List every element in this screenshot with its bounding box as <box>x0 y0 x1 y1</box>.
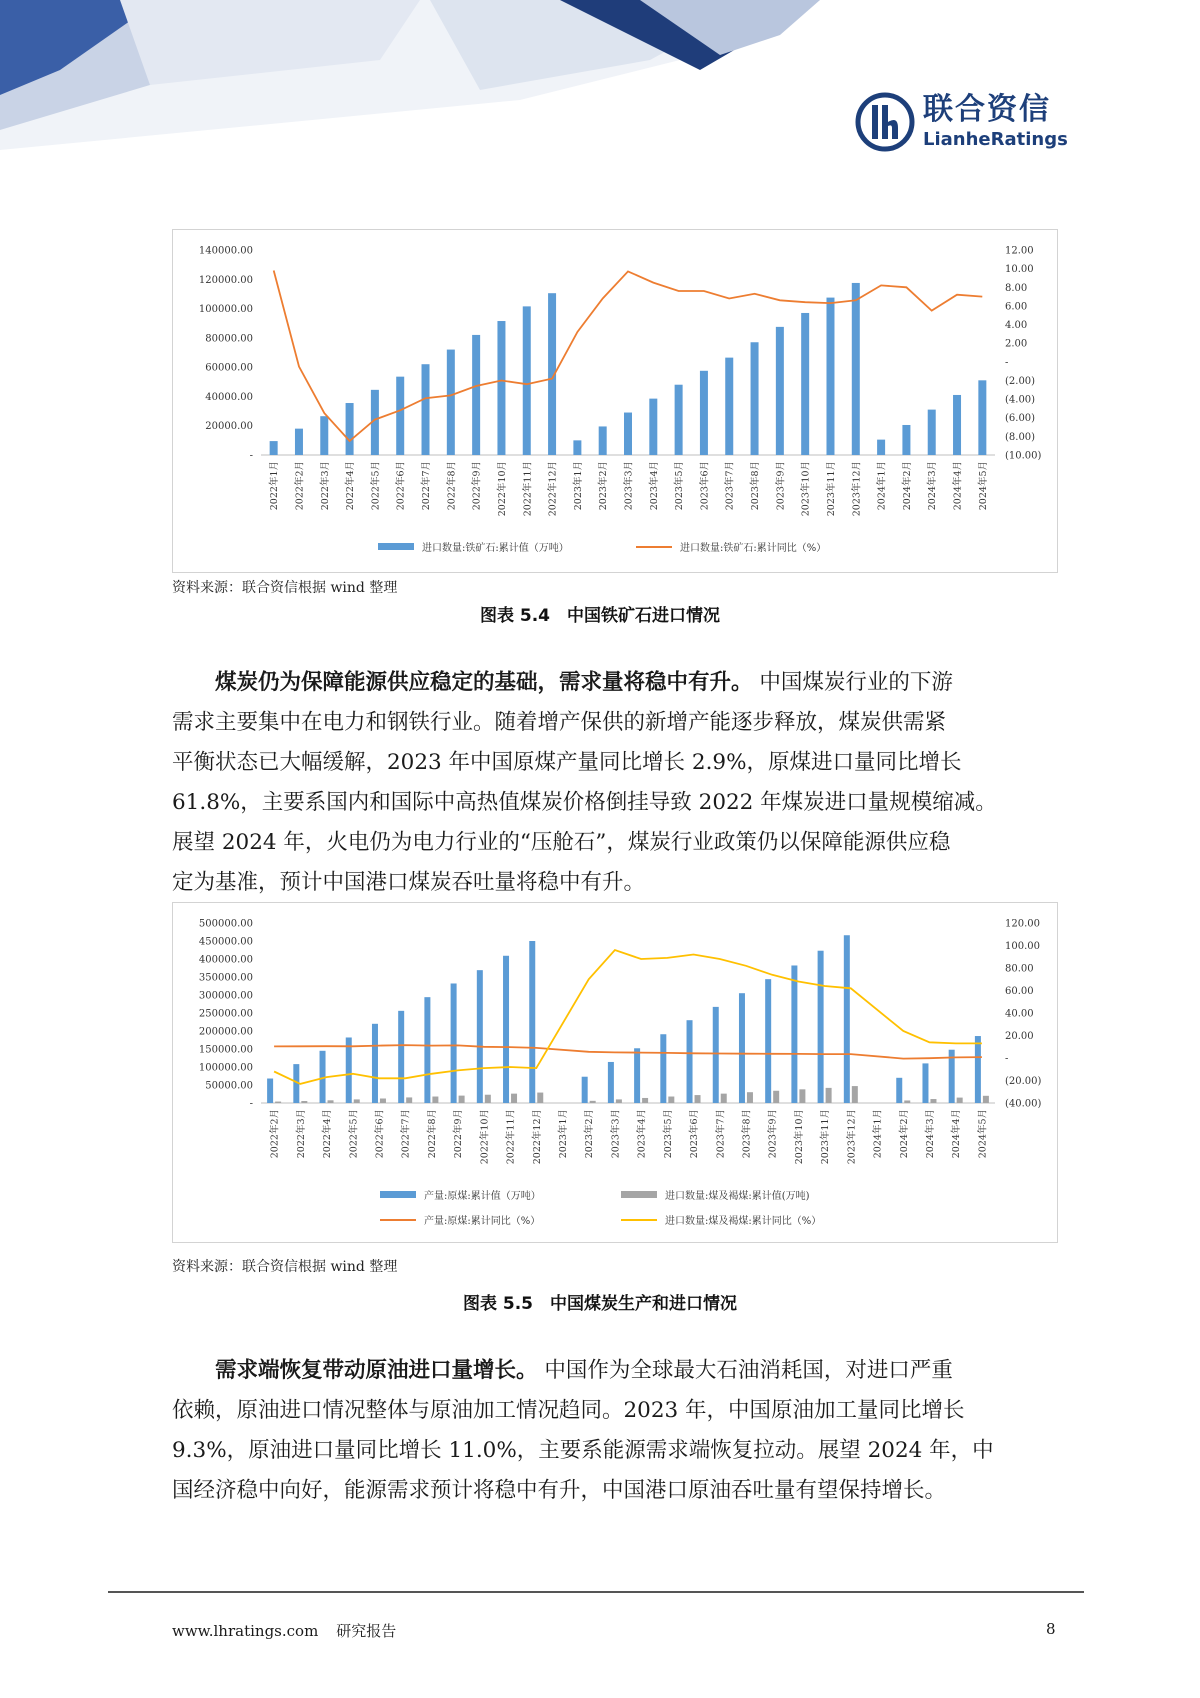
x-axis-category-label: 2022年12月 <box>547 461 559 517</box>
x-axis-category-label: 2023年9月 <box>775 461 787 511</box>
bar-2 <box>380 1099 386 1104</box>
bar-1 <box>372 1024 378 1103</box>
right-axis-tick-label: 10.00 <box>1005 264 1034 276</box>
x-axis-category-label: 2023年7月 <box>724 461 736 511</box>
left-axis-tick-label: 120000.00 <box>198 274 253 286</box>
right-axis-tick-label: - <box>1005 357 1009 369</box>
bar-2 <box>721 1094 727 1103</box>
bar-1 <box>776 327 784 455</box>
x-axis-category-label: 2024年5月 <box>977 1109 989 1159</box>
bar-1 <box>270 441 278 455</box>
figure2-source: 资料来源：联合资信根据 wind 整理 <box>172 1259 398 1275</box>
x-axis-category-label: 2022年4月 <box>345 461 357 511</box>
x-axis-category-label: 2024年2月 <box>898 1109 910 1159</box>
crude-oil-paragraph-line-1-text: 中国作为全球最大石油消耗国，对进口严重 <box>544 1358 953 1383</box>
left-axis-tick-label: - <box>249 1098 253 1110</box>
coal-paragraph-lead: 煤炭仍为保障能源供应稳定的基础，需求量将稳中有升。 <box>215 670 753 695</box>
x-axis-category-label: 2023年1月 <box>558 1109 569 1159</box>
right-axis-tick-label: 20.00 <box>1005 1031 1034 1042</box>
x-axis-category-label: 2022年9月 <box>453 1109 465 1159</box>
left-axis-tick-label: 60000.00 <box>205 362 253 374</box>
x-axis-category-label: 2022年5月 <box>370 461 382 511</box>
bar-2 <box>537 1093 543 1103</box>
bar-1 <box>582 1077 588 1103</box>
bar-1 <box>687 1020 693 1103</box>
x-axis-category-label: 2022年2月 <box>269 1109 281 1159</box>
bar-1 <box>503 956 509 1103</box>
crude-oil-paragraph-line-4: 国经济稳中向好，能源需求预计将稳中有升，中国港口原油吞吐量有望保持增长。 <box>172 1478 947 1503</box>
x-axis-category-label: 2024年4月 <box>951 1109 963 1159</box>
bar-1 <box>765 979 771 1103</box>
figure1-source: 资料来源：联合资信根据 wind 整理 <box>172 580 398 596</box>
left-axis-tick-label: 350000.00 <box>198 972 253 984</box>
bar-1 <box>700 371 708 455</box>
left-axis-tick-label: 100000.00 <box>198 304 253 316</box>
legend-label: 进口数量:铁矿石:累计同比（%） <box>680 543 827 554</box>
bar-1 <box>877 440 885 455</box>
bar-1 <box>649 399 657 455</box>
right-axis-tick-label: (6.00) <box>1005 413 1036 425</box>
bar-2 <box>773 1091 779 1103</box>
x-axis-category-label: 2023年11月 <box>826 461 837 517</box>
right-axis-tick-label: (10.00) <box>1005 450 1042 462</box>
right-axis-tick-label: (2.00) <box>1005 375 1036 387</box>
bar-1 <box>852 283 860 455</box>
legend-swatch <box>621 1191 657 1198</box>
page-number: 8 <box>1046 1620 1056 1638</box>
bar-2 <box>328 1100 334 1103</box>
x-axis-category-label: 2022年11月 <box>505 1109 517 1165</box>
bar-1 <box>295 429 303 455</box>
bar-1 <box>497 321 505 455</box>
legend-label: 产量:原煤:累计同比（%） <box>424 1216 541 1227</box>
bar-1 <box>634 1048 640 1103</box>
x-axis-category-label: 2022年6月 <box>395 461 407 511</box>
coal-chart <box>172 902 1058 1243</box>
crude-oil-paragraph-line-1 <box>172 1351 1056 1391</box>
x-axis-category-label: 2023年4月 <box>636 1109 648 1159</box>
bar-1 <box>529 941 535 1103</box>
bar-1 <box>791 965 797 1103</box>
x-axis-category-label: 2022年8月 <box>426 1109 438 1159</box>
bar-1 <box>624 413 632 455</box>
bar-1 <box>725 358 733 455</box>
x-axis-category-label: 2023年9月 <box>767 1109 779 1159</box>
x-axis-category-label: 2023年3月 <box>610 1109 622 1159</box>
x-axis-category-label: 2022年10月 <box>479 1109 491 1165</box>
bar-1 <box>844 935 850 1103</box>
right-axis-tick-label: (40.00) <box>1005 1098 1042 1110</box>
bar-1 <box>477 970 483 1103</box>
x-axis-category-label: 2024年3月 <box>927 461 939 511</box>
company-logo <box>855 92 1068 152</box>
bar-1 <box>801 313 809 455</box>
bar-1 <box>660 1034 666 1103</box>
footer-divider <box>108 1591 1084 1593</box>
x-axis-category-label: 2023年4月 <box>648 461 660 511</box>
x-axis-category-label: 2023年1月 <box>572 461 584 511</box>
coal-paragraph-line-1-text: 中国煤炭行业的下游 <box>759 670 953 695</box>
bar-1 <box>424 997 430 1103</box>
x-axis-category-label: 2023年2月 <box>584 1109 596 1159</box>
right-axis-tick-label: (20.00) <box>1005 1076 1042 1087</box>
bar-1 <box>599 426 607 455</box>
bar-1 <box>320 416 328 455</box>
x-axis-category-label: 2024年4月 <box>952 461 964 511</box>
x-axis-category-label: 2023年2月 <box>598 461 610 511</box>
bar-2 <box>354 1099 360 1103</box>
bar-1 <box>608 1062 614 1103</box>
x-axis-category-label: 2023年12月 <box>846 1109 858 1165</box>
bar-1 <box>398 1011 404 1103</box>
x-axis-category-label: 2022年1月 <box>269 461 281 511</box>
bar-2 <box>668 1097 674 1103</box>
right-axis-tick-label: (4.00) <box>1005 394 1036 406</box>
coal-paragraph-line-3: 平衡状态已大幅缓解，2023 年中国原煤产量同比增长 2.9%，原煤进口量同比增长 <box>172 750 962 775</box>
bar-1 <box>396 377 404 455</box>
legend-label: 进口数量:铁矿石:累计值（万吨） <box>422 543 569 554</box>
left-axis-tick-label: 500000.00 <box>198 918 253 930</box>
left-axis-tick-label: - <box>249 450 253 462</box>
x-axis-category-label: 2023年6月 <box>699 461 711 511</box>
x-axis-category-label: 2022年4月 <box>322 1109 333 1159</box>
figure2-caption: 图表 5.5 中国煤炭生产和进口情况 <box>462 1294 738 1314</box>
bar-1 <box>346 403 354 455</box>
x-axis-category-label: 2023年8月 <box>741 1109 753 1159</box>
right-axis-tick-label: 80.00 <box>1005 963 1034 975</box>
x-axis-category-label: 2022年9月 <box>471 461 483 511</box>
left-axis-tick-label: 450000.00 <box>198 936 253 948</box>
left-axis-tick-label: 100000.00 <box>198 1062 253 1074</box>
left-axis-tick-label: 140000.00 <box>198 245 253 257</box>
series-line-1 <box>274 1045 982 1059</box>
bar-1 <box>896 1078 902 1103</box>
x-axis-category-label: 2022年5月 <box>348 1109 360 1159</box>
right-axis-tick-label: 12.00 <box>1005 245 1034 257</box>
legend-label: 进口数量:煤及褐煤:累计值(万吨) <box>665 1191 810 1202</box>
x-axis-category-label: 2023年10月 <box>800 461 812 517</box>
bar-2 <box>275 1102 281 1103</box>
x-axis-category-label: 2022年6月 <box>374 1109 386 1159</box>
bar-1 <box>451 983 457 1103</box>
figure1-caption: 图表 5.4 中国铁矿石进口情况 <box>479 606 721 626</box>
legend-label: 产量:原煤:累计值（万吨） <box>424 1191 541 1202</box>
footer-info <box>172 1620 414 1641</box>
bar-2 <box>432 1097 438 1103</box>
left-axis-tick-label: 400000.00 <box>198 954 253 966</box>
lianhe-logo-icon <box>855 92 915 152</box>
left-axis-tick-label: 20000.00 <box>205 421 253 433</box>
right-axis-tick-label: 120.00 <box>1005 918 1040 930</box>
bar-2 <box>904 1100 910 1103</box>
bar-2 <box>983 1096 989 1103</box>
right-axis-tick-label: 60.00 <box>1005 986 1034 997</box>
bar-1 <box>675 385 683 455</box>
bar-2 <box>852 1086 858 1103</box>
right-axis-tick-label: 100.00 <box>1005 941 1040 952</box>
bar-1 <box>713 1007 719 1103</box>
bar-2 <box>747 1092 753 1103</box>
x-axis-category-label: 2022年11月 <box>522 461 534 517</box>
bar-2 <box>406 1097 412 1103</box>
footer-report-type: 研究报告 <box>336 1622 397 1640</box>
right-axis-tick-label: 2.00 <box>1005 338 1028 350</box>
x-axis-category-label: 2024年3月 <box>925 1109 936 1159</box>
x-axis-category-label: 2022年3月 <box>319 461 331 511</box>
x-axis-category-label: 2023年5月 <box>674 461 686 511</box>
legend-label: 进口数量:煤及褐煤:累计同比（%） <box>665 1216 822 1227</box>
bar-2 <box>826 1088 832 1103</box>
right-axis-tick-label: 40.00 <box>1005 1008 1034 1020</box>
iron-ore-chart <box>172 229 1058 573</box>
bar-2 <box>301 1101 307 1103</box>
right-axis-tick-label: 4.00 <box>1005 320 1028 332</box>
crude-oil-paragraph-line-3: 9.3%，原油进口量同比增长 11.0%，主要系能源需求端恢复拉动。展望 2024 年，中 <box>172 1438 994 1463</box>
left-axis-tick-label: 300000.00 <box>198 990 253 1002</box>
x-axis-category-label: 2022年8月 <box>446 461 458 511</box>
legend-swatch <box>378 543 414 550</box>
series-line-2 <box>274 950 982 1084</box>
bar-1 <box>346 1037 352 1103</box>
x-axis-category-label: 2023年10月 <box>793 1109 805 1165</box>
bar-1 <box>826 298 834 455</box>
x-axis-category-label: 2023年12月 <box>851 461 863 517</box>
bar-2 <box>695 1095 701 1103</box>
crude-oil-paragraph-line-2: 依赖，原油进口情况整体与原油加工情况趋同。2023 年，中国原油加工量同比增长 <box>172 1398 965 1423</box>
coal-paragraph-line-4: 61.8%，主要系国内和国际中高热值煤炭价格倒挂导致 2022 年煤炭进口量规模缩减。 <box>172 790 997 815</box>
bar-1 <box>928 410 936 455</box>
bar-1 <box>978 380 986 455</box>
x-axis-category-label: 2024年1月 <box>876 461 888 511</box>
right-axis-tick-label: 8.00 <box>1005 282 1028 294</box>
header-decoration <box>0 0 820 150</box>
x-axis-category-label: 2023年5月 <box>662 1109 674 1159</box>
x-axis-category-label: 2023年6月 <box>689 1109 700 1159</box>
x-axis-category-label: 2022年10月 <box>496 461 508 517</box>
bar-1 <box>267 1079 273 1103</box>
bar-2 <box>930 1099 936 1103</box>
coal-paragraph-line-2: 需求主要集中在电力和钢铁行业。随着增产保供的新增产能逐步释放，煤炭供需紧 <box>172 710 947 735</box>
bar-2 <box>642 1098 648 1103</box>
footer-website[interactable]: www.lhratings.com <box>172 1622 319 1640</box>
right-axis-tick-label: (8.00) <box>1005 431 1036 443</box>
bar-1 <box>953 395 961 455</box>
crude-oil-paragraph-lead: 需求端恢复带动原油进口量增长。 <box>215 1358 538 1383</box>
x-axis-category-label: 2024年1月 <box>872 1109 884 1159</box>
left-axis-tick-label: 80000.00 <box>205 333 253 345</box>
bar-1 <box>751 342 759 455</box>
legend-swatch <box>380 1191 416 1198</box>
coal-paragraph-line-1 <box>172 663 1056 703</box>
bar-1 <box>422 364 430 455</box>
left-axis-tick-label: 50000.00 <box>205 1080 253 1092</box>
left-axis-tick-label: 40000.00 <box>205 391 253 403</box>
bar-2 <box>459 1096 465 1103</box>
bar-2 <box>616 1099 622 1103</box>
x-axis-category-label: 2023年8月 <box>750 461 762 511</box>
bar-1 <box>472 335 480 455</box>
left-axis-tick-label: 200000.00 <box>198 1026 253 1038</box>
logo-chinese-name: 联合资信 <box>923 92 1051 127</box>
right-axis-tick-label: - <box>1005 1053 1009 1065</box>
coal-paragraph <box>172 663 1056 903</box>
x-axis-category-label: 2022年3月 <box>295 1109 307 1159</box>
x-axis-category-label: 2024年2月 <box>901 461 913 511</box>
bar-1 <box>975 1036 981 1103</box>
coal-paragraph-line-5: 展望 2024 年，火电仍为电力行业的“压舱石”，煤炭行业政策仍以保障能源供应稳 <box>172 830 951 855</box>
iron-ore-chart-svg <box>173 230 1057 572</box>
right-axis-tick-label: 6.00 <box>1005 301 1028 313</box>
left-axis-tick-label: 150000.00 <box>198 1044 253 1056</box>
bar-1 <box>573 440 581 455</box>
bar-1 <box>818 951 824 1103</box>
coal-chart-svg <box>173 903 1057 1242</box>
x-axis-category-label: 2022年7月 <box>400 1109 412 1159</box>
left-axis-tick-label: 250000.00 <box>198 1008 253 1020</box>
bar-2 <box>590 1101 596 1103</box>
x-axis-category-label: 2022年12月 <box>531 1109 543 1165</box>
crude-oil-paragraph <box>172 1351 1056 1511</box>
x-axis-category-label: 2022年2月 <box>294 461 306 511</box>
bar-2 <box>799 1089 805 1103</box>
bar-2 <box>957 1098 963 1103</box>
x-axis-category-label: 2023年3月 <box>623 461 635 511</box>
bar-2 <box>485 1095 491 1103</box>
coal-paragraph-line-6: 定为基准，预计中国港口煤炭吞吐量将稳中有升。 <box>172 870 646 895</box>
bar-1 <box>523 306 531 455</box>
bar-1 <box>739 993 745 1103</box>
x-axis-category-label: 2022年7月 <box>421 461 432 511</box>
bar-1 <box>902 425 910 455</box>
x-axis-category-label: 2024年5月 <box>977 461 989 511</box>
bar-2 <box>511 1094 517 1103</box>
logo-english-name: LianheRatings <box>923 129 1068 150</box>
x-axis-category-label: 2023年11月 <box>820 1109 832 1165</box>
bar-1 <box>447 350 455 455</box>
x-axis-category-label: 2023年7月 <box>715 1109 727 1159</box>
bar-1 <box>922 1063 928 1103</box>
